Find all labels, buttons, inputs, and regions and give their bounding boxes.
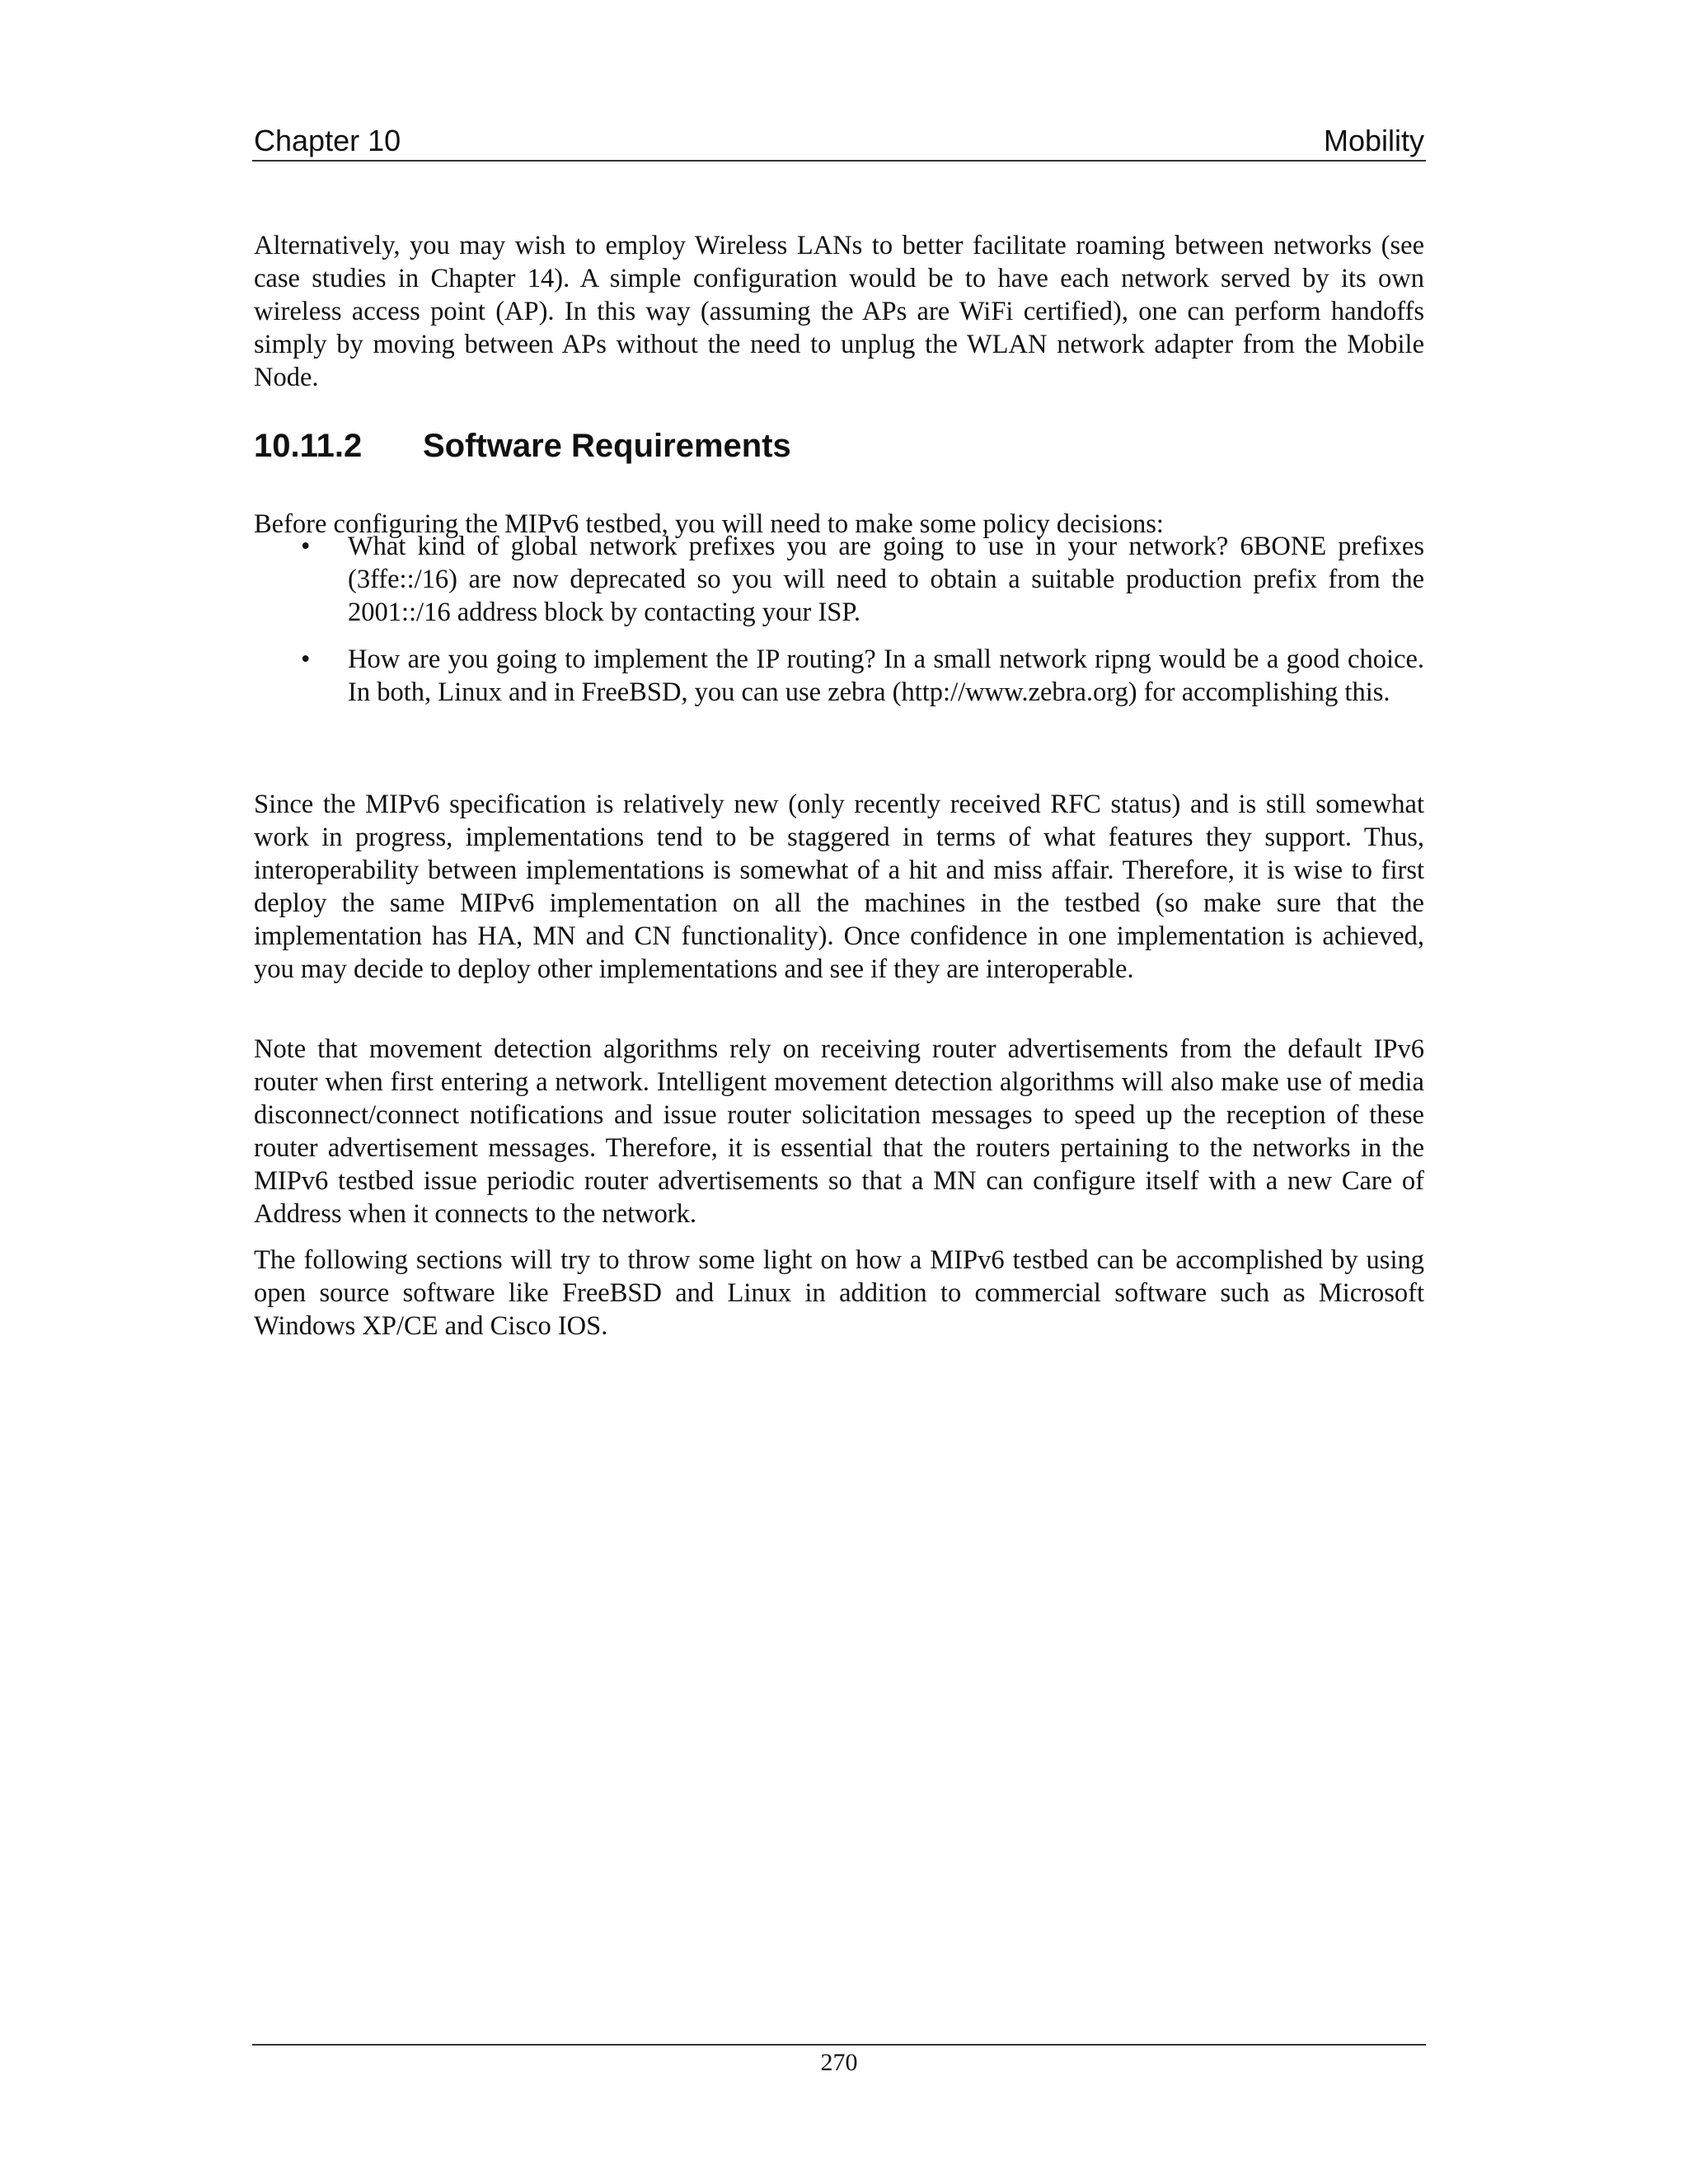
page-number: 270	[820, 2049, 858, 2076]
chapter-label: Chapter 10	[254, 124, 401, 157]
paragraph-before: Before configuring the MIPv6 testbed, you will need to make some policy decisions:	[254, 509, 1164, 539]
page-footer	[252, 2044, 1426, 2077]
paragraph-note: Note that movement detection algorithms rely on receiving router advertisements from the default IPv6 router when first entering a network. Intelligent movement detection algorithms will also make use of media disconnect/connect notifications and issue router solicitation messages to speed up the reception of these router advertisement messages. Therefore, it is essential that the routers pertaining to the networks in the MIPv6 testbed issue periodic router advertisements so that a MN can configure itself with a new Care of Address when it connects to the network.	[254, 1033, 1424, 1229]
chapter-title: Mobility	[1323, 124, 1424, 157]
bullet-icon: •	[301, 644, 311, 674]
section-title: Software Requirements	[423, 428, 791, 464]
policy-decision-list	[254, 530, 1424, 723]
section-number: 10.11.2	[254, 428, 363, 464]
section-heading	[254, 426, 1424, 466]
list-item	[254, 530, 1424, 629]
paragraph-intro: Alternatively, you may wish to employ Wireless LANs to better facilitate roaming between networks (see case studies in Chapter 14). A simple configuration would be to have each network served by its own wireless access point (AP). In this way (assuming the APs are WiFi certified), one can perform handoffs simply by moving between APs without the need to unplug the WLAN network adapter from the Mobile Node.	[254, 230, 1424, 392]
paragraph-since: Since the MIPv6 specification is relatively new (only recently received RFC status) and is still somewhat work in progress, implementations tend to be staggered in terms of what features they support. Thus, interoperability between implementations is somewhat of a hit and miss affair. Therefore, it is wise to first deploy the same MIPv6 implementation on all the machines in the testbed (so make sure that the implementation has HA, MN and CN functionality). Once confidence in one implementation is achieved, you may decide to deploy other implementations and see if they are interoperable.	[254, 789, 1424, 984]
bullet-icon: •	[301, 532, 311, 561]
list-item-text: How are you going to implement the IP routing? In a small network ripng would be a good choice. In both, Linux and in FreeBSD, you can use zebra (http://www.zebra.org) for accomplishing this.	[348, 644, 1424, 707]
paragraph-following: The following sections will try to throw some light on how a MIPv6 testbed can be accomplished by using open source software like FreeBSD and Linux in addition to commercial software such as Microsoft Windows XP/CE and Cisco IOS.	[254, 1244, 1424, 1341]
list-item	[254, 643, 1424, 709]
page-header	[252, 122, 1426, 162]
list-item-text: What kind of global network prefixes you are going to use in your network? 6BONE prefixes (3ffe::/16) are now deprecated so you will need to obtain a suitable production prefix from the 2001::/16 address block by contacting your ISP.	[348, 532, 1424, 627]
